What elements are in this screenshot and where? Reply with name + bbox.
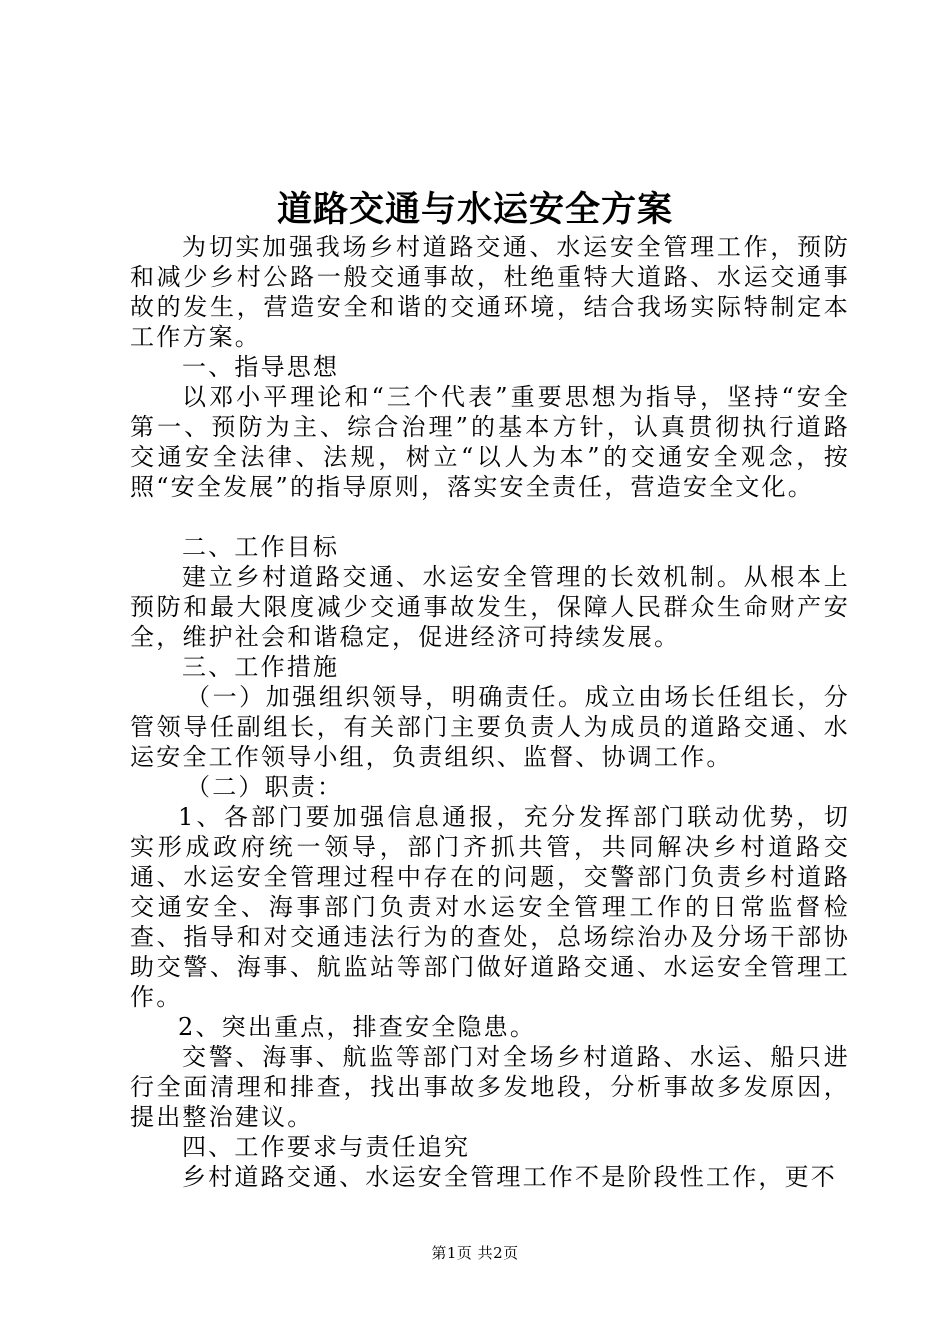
duties-heading: （二）职责：: [186, 773, 344, 801]
document-title: 道路交通与水运安全方案: [276, 189, 673, 230]
duty-two-paragraph: 交警、海事、航监等部门对全场乡村道路、水运、船只进行全面清理和排查，找出事故多发地段，分析事故多发原因，提出整治建议。: [130, 1043, 850, 1131]
measure-one-paragraph: （一）加强组织领导，明确责任。成立由场长任组长，分管领导任副组长，有关部门主要负责人为成员的道路交通、水运安全工作领导小组，负责组织、监督、协调工作。: [130, 683, 850, 771]
blank-line: [130, 502, 850, 532]
section-heading-guiding-ideology: 一、指导思想: [182, 353, 340, 381]
document-body: [130, 232, 850, 1192]
duty-two-heading: 2、突出重点，排查安全隐患。: [178, 1013, 537, 1041]
section-heading-work-goals: 二、工作目标: [182, 533, 340, 561]
section-heading-work-measures: 三、工作措施: [182, 653, 340, 681]
page-footer: 第1页 共2页: [431, 1244, 519, 1262]
guiding-ideology-paragraph: 以邓小平理论和“三个代表”重要思想为指导，坚持“安全第一、预防为主、综合治理”的基本方针，认真贯彻执行道路交通安全法律、法规，树立“以人为本”的交通安全观念，按照“安全发展”的指导原则，落实安全责任，营造安全文化。: [130, 383, 850, 501]
work-goals-paragraph: 建立乡村道路交通、水运安全管理的长效机制。从根本上预防和最大限度减少交通事故发生，保障人民群众生命财产安全，维护社会和谐稳定，促进经济可持续发展。: [130, 563, 850, 651]
section-heading-requirements: 四、工作要求与责任追究: [182, 1133, 471, 1161]
requirements-paragraph: 乡村道路交通、水运安全管理工作不是阶段性工作，更不: [182, 1163, 837, 1191]
duty-one-paragraph: 1、各部门要加强信息通报，充分发挥部门联动优势，切实形成政府统一领导，部门齐抓共管，共同解决乡村道路交通、水运安全管理过程中存在的问题，交警部门负责乡村道路交通安全、海事部门负责对水运安全管理工作的日常监督检查、指导和对交通违法行为的查处，总场综治办及分场干部协助交警、海事、航监站等部门做好道路交通、水运安全管理工作。: [130, 803, 850, 1011]
intro-paragraph: 为切实加强我场乡村道路交通、水运安全管理工作，预防和减少乡村公路一般交通事故，杜绝重特大道路、水运交通事故的发生，营造安全和谐的交通环境，结合我场实际特制定本工作方案。: [130, 233, 850, 351]
